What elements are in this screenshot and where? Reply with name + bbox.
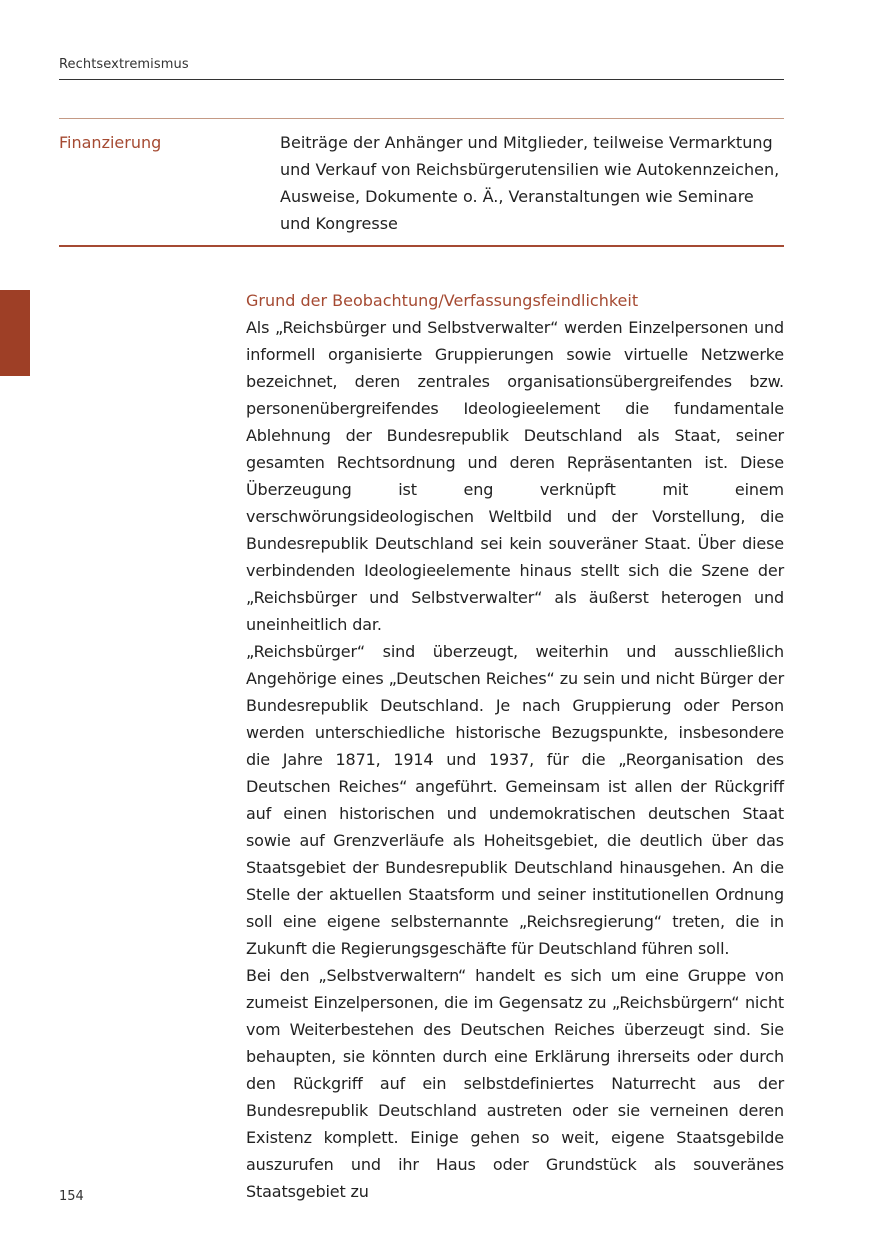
paragraph-1: Als „Reichsbürger und Selbstverwalter“ werden Einzelpersonen und informell organisierte Gruppierungen sowie virtuelle Netzwerke bezeichnet, deren zentrales organisationsübergreifendes bzw. personenübergreifendes Ideologieelement die fundamentale Ablehnung der Bundesrepublik Deutschland als Staat, seiner gesamten Rechtsordnung und deren Repräsentanten ist. Diese Überzeugung ist eng verknüpft mit einem verschwörungsideologischen Weltbild und der Vorstellung, die Bundesrepublik Deutschland sei kein souveräner Staat. Über diese verbindenden Ideologieelemente hinaus stellt sich die Szene der „Reichsbürger und Selbstverwalter“ als äußerst heterogen und uneinheitlich dar. [246, 318, 784, 634]
page-number: 154 [59, 1189, 84, 1204]
paragraph-3: Bei den „Selbstverwaltern“ handelt es sich um eine Gruppe von zumeist Einzelpersonen, die im Gegensatz zu „Reichsbürgern“ nicht vom Weiterbestehen des Deutschen Reiches überzeugt sind. Sie behaupten, sie könnten durch eine Erklärung ihrerseits oder durch den Rückgriff auf ein selbstdefiniertes Naturrecht aus der Bundesrepublik Deutschland austreten oder sie verneinen deren Existenz komplett. Einige gehen so weit, eigene Staatsgebilde auszurufen und ihr Haus oder Grundstück als souveränes Staatsgebiet zu [246, 966, 784, 1201]
header-rule [59, 79, 784, 80]
section-heading: Grund der Beobachtung/Verfassungsfeindlichkeit [246, 291, 639, 310]
section-content [246, 287, 784, 1205]
chapter-side-tab [0, 290, 30, 376]
paragraph-2: „Reichsbürger“ sind überzeugt, weiterhin und ausschließlich Angehörige eines „Deutschen Reiches“ zu sein und nicht Bürger der Bundesrepublik Deutschland. Je nach Gruppierung oder Person werden unterschiedliche historische Bezugspunkte, insbesondere die Jahre 1871, 1914 und 1937, für die „Reorganisation des Deutschen Reiches“ angeführt. Gemeinsam ist allen der Rückgriff auf einen historischen und undemokratischen deutschen Staat sowie auf Grenzverläufe als Hoheitsgebiet, die deutlich über das Staatsgebiet der Bundesrepublik Deutschland hinausgehen. An die Stelle der aktuellen Staatsform und seiner institutionellen Ordnung soll eine eigene selbsternannte „Reichsregierung“ treten, die in Zukunft die Regierungsgeschäfte für Deutschland führen soll. [246, 642, 784, 958]
financing-value: Beiträge der Anhänger und Mitglieder, teilweise Vermarktung und Verkauf von Reichsbürgerutensilien wie Autokennzeichen, Ausweise, Dokumente o. Ä., Veranstaltungen wie Seminare und Kongresse [280, 133, 780, 233]
financing-table [59, 118, 784, 247]
financing-label: Finanzierung [59, 133, 162, 152]
running-head-title: Rechtsextremismus [59, 57, 189, 72]
